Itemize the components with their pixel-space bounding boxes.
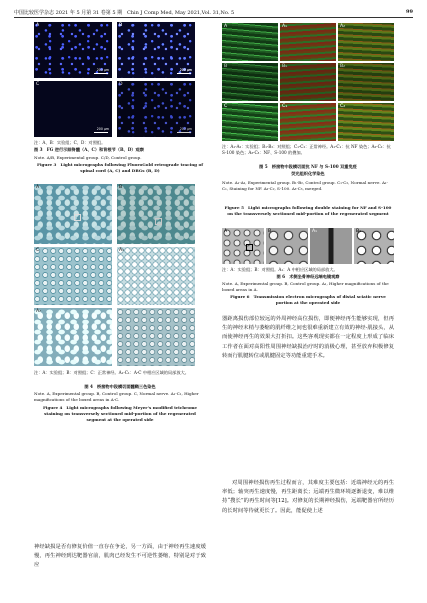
panel-label: B₁ [356,229,361,234]
fig6-note-cn: 注：A：实验组；B：对照组。A₁：A 中相应区域的局部放大。 [222,267,338,272]
fig5-title-cn-1: 图 5 桥接物中段横切面抗 NF 与 S-100 双重免疫 [259,164,357,169]
fig3-note-cn: 注：A、B：实验组；C、D：对照组。 [34,140,106,145]
scale-bar-label: 200 μm [179,68,192,72]
fig4-panel-b [117,184,195,244]
panel-label: B [119,23,123,28]
fig4-panel-a2 [34,308,112,366]
fig5-title-en: Figure 5 Light micrographs following double staining for NF and S-100 on the transversely sectioned mid-portion of the regenerated segment [224,205,392,216]
panel-label: A₁ [282,24,287,29]
fig3-note-en: Note. A/B, Experimental group. C/D, Control group. [34,155,142,160]
fig5-panel-c [222,103,278,141]
panel-label: C [36,82,40,87]
panel-label: B [224,64,228,69]
panel-label: B [119,185,123,190]
fig4-panel-c [34,247,112,305]
fig4-panel-a [34,184,112,244]
panel-label: A [36,185,40,190]
panel-label: D [119,82,123,87]
fig6-panel-a [222,228,264,264]
panel-label: C₂ [340,104,346,109]
fig5-panel-b1 [280,63,336,101]
fig6-panel-b [266,228,308,264]
panel-label: A₂ [36,309,41,314]
scale-bar-label: 200 μm [96,127,109,131]
panel-label: C [224,104,228,109]
fig6-note-en: Note. A, Experimental group. B, Control group. A₁, Higher magnifications of the boxed areas in A. [222,281,389,292]
panel-label: B₂ [340,64,345,69]
right-body-paragraph-2: 对周围神经损伤再生过程而言，其难度主要包括：近端神经元的再生率低；轴突再生速度慢，再生距离长；远端再生微环境逐渐退变，难以维持“搜长”的再生时间等[12]。对修复的长期神经损伤，远端靶器官所经历的长时间等待就更长了。因此，能促使上述 [222,480,394,514]
panel-label: A₁ [119,248,124,253]
fig6-panel-b1 [354,228,394,264]
fig4-title-en: Figure 4 Light micrographs following Meyer’s modified trichrome staining on transversely sectioned mid-portion of the regenerated segment at the operated side [42,405,198,422]
journal-name-cn: 中国比较医学杂志 2021 年 5 月第 31 卷第 5 期 [14,10,123,16]
fig4-title-cn: 图 4 桥接物中段横切面髓鞘三色染色 [84,384,156,389]
scale-bar [177,132,191,133]
fig5-panel-b [222,63,278,101]
fig5-panel-c1 [280,103,336,141]
fig3-title-en: Figure 3 Light micrographs following FluoroGold retrograde tracing of spinal cord (A, C) and DRGs (B, D) [37,162,203,173]
scale-bar-label: 200 μm [96,68,109,72]
panel-label: A [224,229,228,234]
boxed-area-marker [246,244,253,251]
fig5-panel-a [222,23,278,61]
boxed-area-marker [74,214,81,221]
fig6-title-cn: 图 6 术侧坐骨神经远端电镜观察 [276,274,340,279]
fig3-panel-a [34,22,112,78]
panel-label: C [36,248,40,253]
scale-bar [177,73,191,74]
fig3-title-cn: 图 3 FG 逆行示踪脊髓（A、C）和背根节（B、D）观察 [34,147,144,152]
panel-label: A₂ [340,24,345,29]
panel-label: C₁ [282,104,288,109]
fig5-panel-a2 [338,23,394,61]
right-body-paragraph-1: 器距离损伤部位较远的外周神经高位损伤，即便神经再生能够实现，但再生的神经末梢与萎缩的肌纤维之间也很难重新建立有效的神经-肌接头，从而使神经再生的效果大打折扣。这些客观现实都在一定程度上形成了临床工作者在面对高阳性周围神经缺损治疗时的消极心理，甚至放弃积极修复转而行肌腱转位或肌腱固定等功能重建手术。 [222,316,394,359]
scale-bar [94,132,108,133]
fig6-title-en: Figure 6 Transmission electron micrographs of distal sciatic nerve portion at the operated side [230,294,386,305]
scale-bar [94,73,108,74]
page-number: 99 [406,9,413,15]
journal-name-en: Chin J Comp Med, May 2021,Vol. 31,No. 5 [126,10,235,16]
fig5-note-en: Note. A₁-A₂, Experimental group. B₁-B₂, Control group. C₁-C₂, Normal nerve. A₁-C₁, Staining for NF. A₂-C₂, S-100. A₃-C₃, merged. [222,180,388,191]
boxed-area-marker [155,218,162,225]
fig4-panel-a1 [117,247,195,305]
fig3-panel-b [117,22,195,78]
fig5-panel-b2 [338,63,394,101]
fig4-note-en: Note. A, Experimental group. B, Control group. C, Normal nerve. A₁-C₁, Higher magnifications of the boxed areas in A-C. [34,391,199,402]
fig5-note-cn: 注：A₁-A₂：实验组；B₁-B₂：对照组；C₁-C₂：正常神经。A₁-C₁：抗 NF 染色；A₂-C₂：抗 S-100 染色；A₃-C₃：NF、S-100 的叠加。 [222,144,391,156]
fig3-panel-d [117,81,195,137]
panel-label: B₁ [282,64,287,69]
fig5-title-cn-2: 荧光组织化学染色 [291,171,325,176]
panel-label: A₁ [312,229,317,234]
scale-bar-label: 200 μm [179,127,192,131]
panel-label: B [268,229,272,234]
fig5-panel-c2 [338,103,394,141]
fig6-panel-a1 [310,228,352,264]
fig4-panel-b1 [117,308,195,366]
fig3-panel-c [34,81,112,137]
panel-label: A [36,23,40,28]
fig4-note-cn: 注：A：实验组；B：对照组；C：正常神经。A₁-C₁：A-C 中相应区域的局部放大。 [34,370,189,375]
panel-label: A [224,24,228,29]
header-rule [14,17,413,18]
fig5-panel-a1 [280,23,336,61]
left-body-paragraph: 神经缺损是否有修复价值一直存在争论，另一方面，由于神经再生速度缓慢，再生神经到达靶器官前，肌肉已经发生不可逆性萎缩，特别是对于致应 [34,544,206,569]
